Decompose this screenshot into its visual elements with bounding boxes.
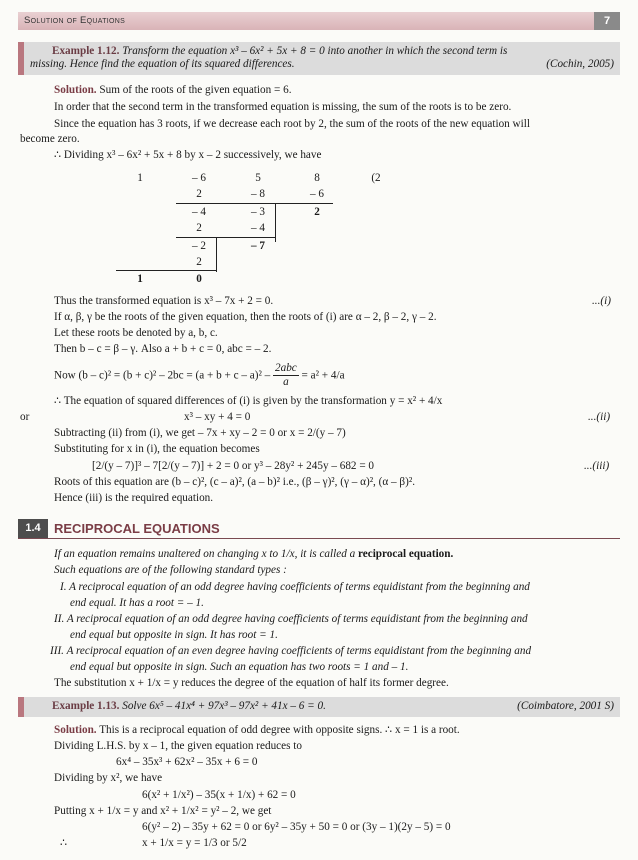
example-question: Solve 6x⁵ – 41x⁴ + 97x³ – 97x² + 41x – 6 = 0. <box>122 700 326 712</box>
body-line: [2/(y – 7)]³ – 7[2/(y – 7)] + 2 = 0 or y³ – 28y² + 245y – 682 = 0 <box>92 460 375 472</box>
solution-line-1 <box>54 84 292 97</box>
body-line: Let these roots be denoted by a, b, c. <box>54 327 218 339</box>
body-line: If α, β, γ be the roots of the given equation, then the roots of (i) are α – 2, β – 2, γ – 2. <box>54 311 437 323</box>
div-cell: 1 <box>137 172 143 184</box>
example-source: (Coimbatore, 2001 S) <box>517 700 614 712</box>
running-header-title: Solution of Equations <box>24 15 126 26</box>
fraction <box>273 362 299 390</box>
div-cell: – 6 <box>192 172 206 184</box>
example-source: (Cochin, 2005) <box>546 58 614 71</box>
solution-line: Dividing L.H.S. by x – 1, the given equation reduces to <box>54 740 302 752</box>
type-1-line-2: end equal. It has a root = – 1. <box>70 597 204 609</box>
solution-line-1 <box>54 724 460 737</box>
formula-part: = a² + 4/a <box>301 369 345 382</box>
definition-text: If an equation remains unaltered on changing x to 1/x, it is called a <box>54 548 358 560</box>
body-line: x³ – xy + 4 = 0 <box>184 411 251 423</box>
solution-line-5: ∴ Dividing x³ – 6x² + 5x + 8 by x – 2 successively, we have <box>54 149 322 161</box>
types-intro: Such equations are of the following standard types : <box>54 564 287 576</box>
example-1-12-box <box>18 42 620 75</box>
div-cell: – 3 <box>251 206 265 218</box>
div-cell: 2 <box>314 206 320 218</box>
division-rule <box>216 238 217 272</box>
div-cell: – 4 <box>192 206 206 218</box>
solution-line: x + 1/x = y = 1/3 or 5/2 <box>142 837 247 849</box>
body-line: Roots of this equation are (b – c)², (c – a)², (a – b)² i.e., (β – γ)², (γ – α)², (α – β)². <box>54 476 415 488</box>
example-label: Example 1.13. <box>52 700 120 712</box>
example-question-line1: Transform the equation x³ – 6x² + 5x + 8 = 0 into another in which the second term is <box>122 45 508 57</box>
type-1-line-1: I. A reciprocal equation of an odd degree having coefficients of terms equidistant from the beginning and <box>60 581 530 593</box>
section-number: 1.4 <box>18 519 48 538</box>
substitution-note: The substitution x + 1/x = y reduces the degree of the equation of half its former degree. <box>54 677 449 689</box>
type-3-line-1: III. A reciprocal equation of an even degree having coefficients of terms equidistant from the beginning and <box>50 645 532 657</box>
type-2-line-1: II. A reciprocal equation of an odd degree having coefficients of terms equidistant from the beginning and <box>54 613 528 625</box>
definition-line <box>54 548 453 561</box>
fraction-numerator: 2abc <box>273 362 299 376</box>
body-line: Then b – c = β – γ. Also a + b + c = 0, abc = – 2. <box>54 343 272 355</box>
definition-term: reciprocal equation. <box>358 548 454 560</box>
solution-line: Putting x + 1/x = y and x² + 1/x² = y² – 2, we get <box>54 805 272 817</box>
solution-line: Dividing by x², we have <box>54 772 163 784</box>
body-line: ∴ The equation of squared differences of (i) is given by the transformation y = x² + 4/x <box>54 395 443 407</box>
division-rule <box>275 204 276 242</box>
example-label: Example 1.12. <box>52 45 120 57</box>
solution-line: 6(y² – 2) – 35y + 62 = 0 or 6y² – 35y + 50 = 0 or (3y – 1)(2y – 5) = 0 <box>142 821 451 833</box>
solution-line-3: Since the equation has 3 roots, if we decrease each root by 2, the sum of the roots of the new equation will <box>54 118 530 130</box>
div-cell: 1 <box>137 273 143 285</box>
equation-number: ...(i) <box>592 295 611 307</box>
div-cell: – 8 <box>251 188 265 200</box>
div-cell: 8 <box>314 172 320 184</box>
solution-line: 6(x² + 1/x²) – 35(x + 1/x) + 62 = 0 <box>142 789 296 801</box>
body-line: Hence (iii) is the required equation. <box>54 492 214 504</box>
example-question-line2: missing. Hence find the equation of its squared differences. <box>30 58 295 71</box>
solution-line: 6x⁴ – 35x³ + 62x² – 35x + 6 = 0 <box>116 756 258 768</box>
type-3-line-2: end equal but opposite in sign. Such an equation has two roots = 1 and – 1. <box>70 661 409 673</box>
therefore-symbol: ∴ <box>60 837 68 849</box>
section-heading <box>18 519 620 539</box>
div-cell: – 4 <box>251 222 265 234</box>
division-rule <box>176 237 275 238</box>
body-line: Subtracting (ii) from (i), we get – 7x + xy – 2 = 0 or x = 2/(y – 7) <box>54 427 346 439</box>
solution-label: Solution. <box>54 724 97 736</box>
division-rule <box>116 270 216 271</box>
fraction-denominator: a <box>283 376 289 389</box>
solution-line-2: In order that the second term in the transformed equation is missing, the sum of the roots is to be zero. <box>54 101 512 113</box>
example-1-13-box <box>18 697 620 717</box>
div-cell: 2 <box>196 222 202 234</box>
solution-line-4: become zero. <box>20 133 80 145</box>
solution-text: This is a reciprocal equation of odd degree with opposite signs. ∴ x = 1 is a root. <box>99 724 460 736</box>
equation-number: ...(iii) <box>584 460 610 472</box>
type-2-line-2: end equal but opposite in sign. It has root = 1. <box>70 629 278 641</box>
div-cell: – 2 <box>192 240 206 252</box>
div-cell: 2 <box>196 256 202 268</box>
solution-label: Solution. <box>54 84 97 96</box>
body-line: Substituting for x in (i), the equation becomes <box>54 443 260 455</box>
or-label: or <box>20 411 30 423</box>
section-title: RECIPROCAL EQUATIONS <box>54 521 220 536</box>
div-cell: 2 <box>196 188 202 200</box>
solution-text: Sum of the roots of the given equation = 6. <box>99 84 292 96</box>
body-line: Thus the transformed equation is x³ – 7x + 2 = 0. <box>54 295 274 307</box>
div-cell: 0 <box>196 273 202 285</box>
div-cell: 5 <box>255 172 261 184</box>
formula-part: Now (b – c)² = (b + c)² – 2bc = (a + b + c – a)² – <box>54 369 271 382</box>
equation-number: ...(ii) <box>588 411 611 423</box>
div-cell: – 7 <box>251 240 265 252</box>
division-rule <box>176 203 333 204</box>
running-header <box>18 12 620 30</box>
div-cell: (2 <box>371 172 381 184</box>
body-line-fraction <box>54 362 345 390</box>
page-number: 7 <box>594 12 620 30</box>
div-cell: – 6 <box>310 188 324 200</box>
